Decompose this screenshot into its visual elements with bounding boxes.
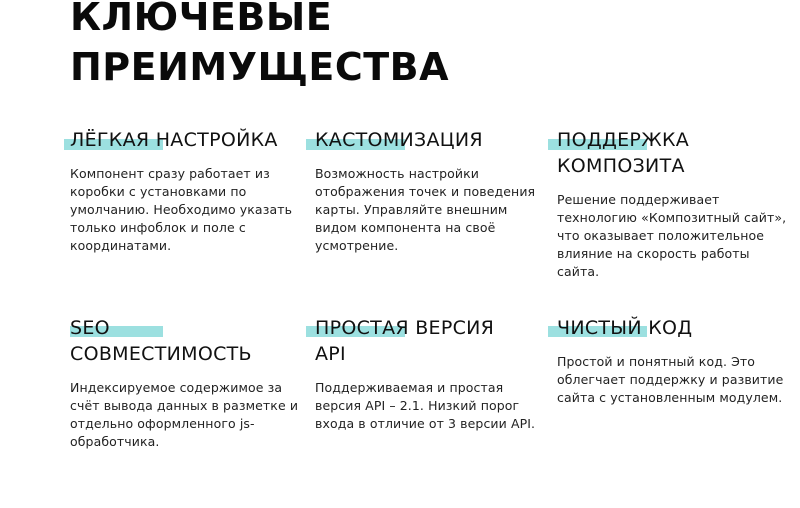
feature-heading-line: ПРОСТАЯ ВЕРСИЯ <box>315 317 495 339</box>
feature-description: Решение поддерживает технологию «Композитный сайт», что оказывает положительное влияние на скорость работы сайта. <box>557 192 787 279</box>
feature-description: Простой и понятный код. Это облегчает поддержку и развитие сайта с установленным модулем. <box>557 354 784 405</box>
page-title-line-1: КЛЮЧЕВЫЕ <box>70 0 333 39</box>
feature-clean-code <box>557 315 787 407</box>
feature-heading <box>315 127 545 153</box>
page-title <box>70 0 449 92</box>
feature-heading-line: ЧИСТЫЙ КОД <box>557 317 693 339</box>
feature-description: Компонент сразу работает из коробки с установками по умолчанию. Необходимо указать только инфоблок и поле с координатами. <box>70 166 293 253</box>
feature-seo-compatibility <box>70 315 300 451</box>
feature-heading-line: API <box>315 343 346 365</box>
feature-description: Возможность настройки отображения точек и поведения карты. Управляйте внешним видом компонента на своё усмотрение. <box>315 166 536 253</box>
feature-heading-line: ЛЁГКАЯ НАСТРОЙКА <box>70 129 278 151</box>
feature-heading <box>70 127 300 153</box>
feature-heading-line: SEO <box>70 317 110 339</box>
feature-simple-api <box>315 315 545 433</box>
feature-heading-line: СОВМЕСТИМОСТЬ <box>70 343 252 365</box>
feature-customization <box>315 127 545 255</box>
feature-heading-line: КОМПОЗИТА <box>557 155 685 177</box>
feature-description: Поддерживаемая и простая версия API – 2.1. Низкий порог входа в отличие от 3 версии API. <box>315 380 536 431</box>
feature-description: Индексируемое содержимое за счёт вывода данных в разметке и отдельно оформленного js-обработчика. <box>70 380 299 449</box>
feature-heading <box>70 315 300 367</box>
feature-heading <box>557 127 787 179</box>
feature-heading <box>315 315 545 367</box>
feature-composite-support <box>557 127 787 281</box>
feature-heading-line: КАСТОМИЗАЦИЯ <box>315 129 483 151</box>
feature-heading-line: ПОДДЕРЖКА <box>557 129 690 151</box>
feature-easy-setup <box>70 127 300 255</box>
feature-heading <box>557 315 787 341</box>
page-title-line-2: ПРЕИМУЩЕСТВА <box>70 45 450 89</box>
